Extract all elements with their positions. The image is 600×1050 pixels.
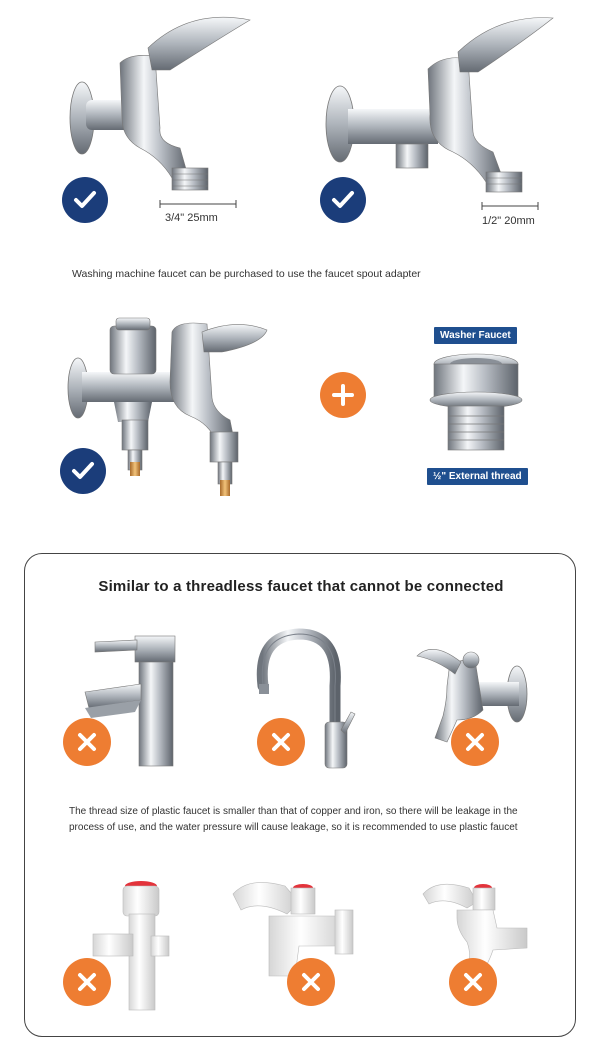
- cross-icon: [63, 718, 111, 766]
- size-caption: 3/4" 25mm: [165, 212, 218, 224]
- plus-icon: [320, 372, 366, 418]
- cross-icon: [449, 958, 497, 1006]
- cross-icon: [257, 718, 305, 766]
- check-icon: [60, 448, 106, 494]
- adapter-note: Washing machine faucet can be purchased to use the faucet spout adapter: [72, 268, 421, 280]
- check-icon: [62, 177, 108, 223]
- size-caption: 1/2" 20mm: [482, 215, 535, 227]
- spout-adapter-image: [426, 350, 526, 460]
- cross-icon: [451, 718, 499, 766]
- cross-icon: [287, 958, 335, 1006]
- washer-faucet-label: Washer Faucet: [434, 327, 517, 344]
- cross-icon: [63, 958, 111, 1006]
- check-icon: [320, 177, 366, 223]
- external-thread-label: ½" External thread: [427, 468, 528, 485]
- panel-title: Similar to a threadless faucet that cannot be connected: [98, 578, 504, 595]
- plastic-faucet-note: The thread size of plastic faucet is smaller than that of copper and iron, so there will be leakage in the process of use, and the water pressure will cause leakage, so it is recommended to use plastic faucet: [69, 806, 518, 833]
- incompatible-faucets-panel: [24, 553, 576, 1037]
- faucet-3-4-inch-image: [60, 8, 260, 193]
- dimension-line: [480, 202, 540, 216]
- faucet-1-2-inch-image: [318, 14, 558, 194]
